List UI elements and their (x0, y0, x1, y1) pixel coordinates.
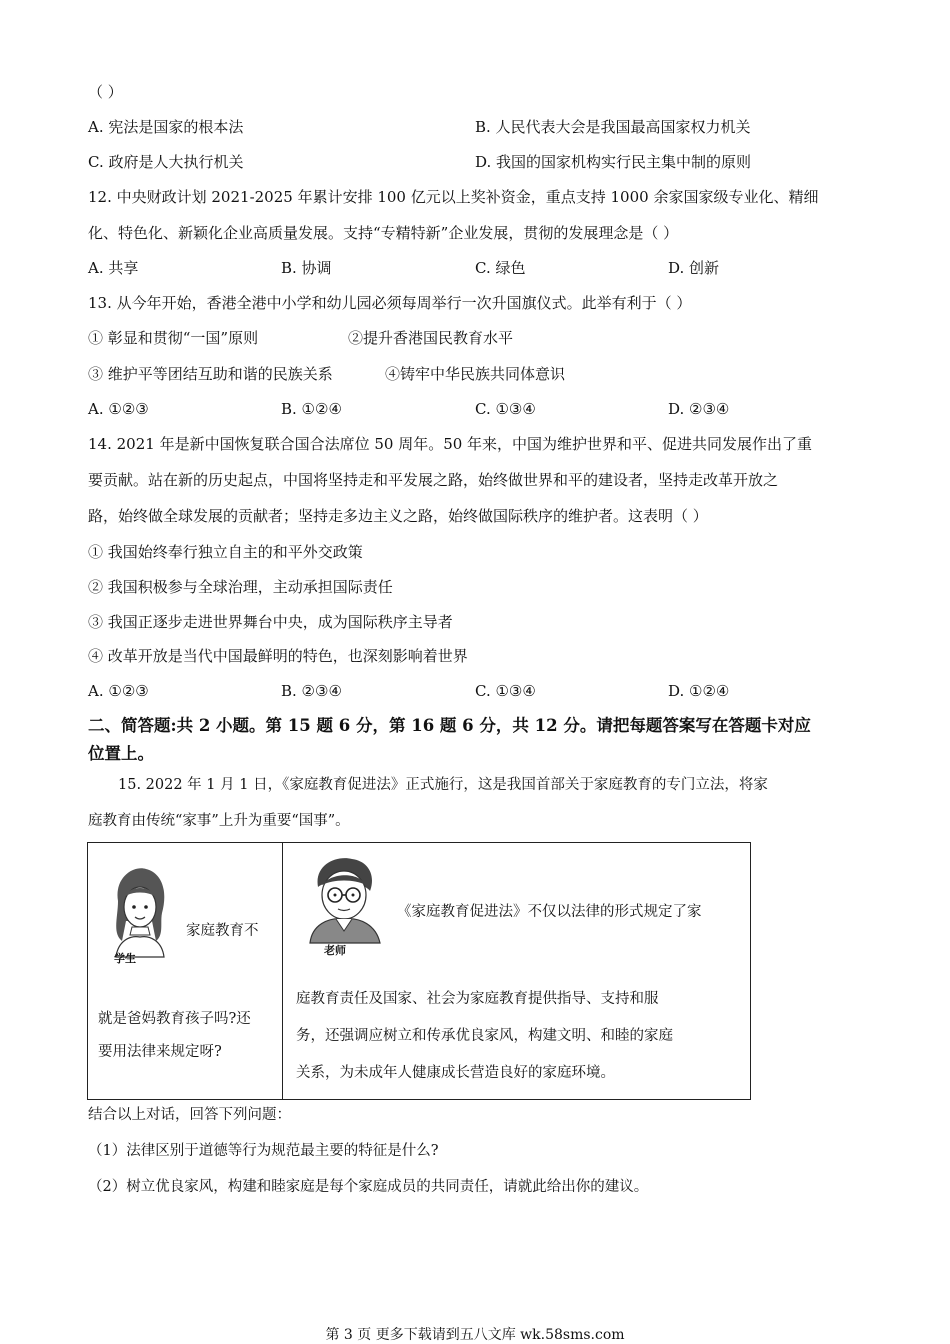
q12-option-c: C. 绿色 (475, 259, 526, 277)
q14-option-a: A. ①②③ (88, 682, 149, 700)
q14-item-1: ① 我国始终奉行独立自主的和平外交政策 (88, 543, 363, 561)
q11-option-a: A. 宪法是国家的根本法 (88, 118, 244, 136)
q14-stem-line1: 14. 2021 年是新中国恢复联合国合法席位 50 周年。50 年来，中国为维护世界和平、促进共同发展作出了重 (88, 435, 813, 453)
teacher-caption: 老师 (324, 944, 346, 957)
dialogue-box (87, 842, 751, 1100)
q14-stem-line2: 要贡献。站在新的历史起点，中国将坚持走和平发展之路，始终做世界和平的建设者，坚持走改革开放之 (88, 471, 779, 489)
q13-item-4: ④铸牢中华民族共同体意识 (385, 365, 566, 383)
q13-option-d: D. ②③④ (668, 400, 730, 418)
teacher-speech-line3: 务，还强调应树立和传承优良家风，构建文明、和睦的家庭 (296, 1028, 673, 1044)
q12-option-d: D. 创新 (668, 259, 720, 277)
q12-option-a: A. 共享 (88, 259, 139, 277)
q15-intro-line1: 15. 2022 年 1 月 1 日，《家庭教育促进法》正式施行，这是我国首部关于家庭教育的专门立法，将家 (118, 777, 768, 793)
q15-subquestion-1: （1）法律区别于道德等行为规范最主要的特征是什么? (88, 1143, 439, 1159)
student-speech-line1: 家庭教育不 (186, 923, 259, 939)
q11-option-b: B. 人民代表大会是我国最高国家权力机关 (475, 118, 751, 136)
q15-intro-line2: 庭教育由传统“家事”上升为重要“国事”。 (88, 813, 350, 829)
section2-heading-line2: 位置上。 (88, 744, 154, 763)
q13-item-2: ②提升香港国民教育水平 (348, 329, 514, 347)
student-speech-line3: 要用法律来规定呀? (98, 1044, 222, 1060)
q14-item-3: ③ 我国正逐步走进世界舞台中央，成为国际秩序主导者 (88, 613, 453, 631)
q13-stem: 13. 从今年开始，香港全港中小学和幼儿园必须每周举行一次升国旗仪式。此举有利于（ ） (88, 294, 692, 312)
q14-option-c: C. ①③④ (475, 682, 536, 700)
teacher-speech-line2: 庭教育责任及国家、社会为家庭教育提供指导、支持和服 (296, 991, 659, 1007)
q14-stem-line3: 路，始终做全球发展的贡献者；坚持走多边主义之路，始终做国际秩序的维护者。这表明（ ） (88, 507, 708, 525)
q14-item-2: ② 我国积极参与全球治理，主动承担国际责任 (88, 578, 393, 596)
student-caption: 学生 (114, 952, 136, 965)
q11-option-c: C. 政府是人大执行机关 (88, 153, 244, 171)
q14-option-b: B. ②③④ (281, 682, 342, 700)
section2-heading-line1: 二、简答题:共 2 小题。第 15 题 6 分，第 16 题 6 分，共 12 分。请把每题答案写在答题卡对应 (88, 716, 811, 735)
q15-subquestion-2: （2）树立优良家风，构建和睦家庭是每个家庭成员的共同责任，请就此给出你的建议。 (88, 1179, 649, 1195)
q12-option-b: B. 协调 (281, 259, 332, 277)
q12-stem-line1: 12. 中央财政计划 2021-2025 年累计安排 100 亿元以上奖补资金，重点支持 1000 余家国家级专业化、精细 (88, 188, 819, 206)
student-speech-line2: 就是爸妈教育孩子吗?还 (98, 1011, 251, 1027)
q13-item-1: ① 彰显和贯彻“一国”原则 (88, 329, 259, 347)
teacher-speech-line4: 关系，为未成年人健康成长营造良好的家庭环境。 (296, 1065, 615, 1081)
q13-item-3: ③ 维护平等团结互助和谐的民族关系 (88, 365, 333, 383)
q13-option-a: A. ①②③ (88, 400, 149, 418)
dialogue-divider (282, 843, 283, 1099)
page-footer: 第 3 页 更多下载请到五八文库 wk.58sms.com (325, 1327, 625, 1343)
teacher-illustration (296, 853, 396, 945)
teacher-speech-line1: 《家庭教育促进法》不仅以法律的形式规定了家 (397, 904, 702, 920)
q15-prompt: 结合以上对话，回答下列问题： (88, 1107, 291, 1123)
q13-option-b: B. ①②④ (281, 400, 342, 418)
q11-option-d: D. 我国的国家机构实行民主集中制的原则 (475, 153, 752, 171)
q13-option-c: C. ①③④ (475, 400, 536, 418)
q14-item-4: ④ 改革开放是当代中国最鲜明的特色，也深刻影响着世界 (88, 647, 468, 665)
q14-option-d: D. ①②④ (668, 682, 730, 700)
q11-bracket: （ ） (88, 83, 123, 101)
q12-stem-line2: 化、特色化、新颖化企业高质量发展。支持“专精特新”企业发展，贯彻的发展理念是（ ） (88, 224, 679, 242)
